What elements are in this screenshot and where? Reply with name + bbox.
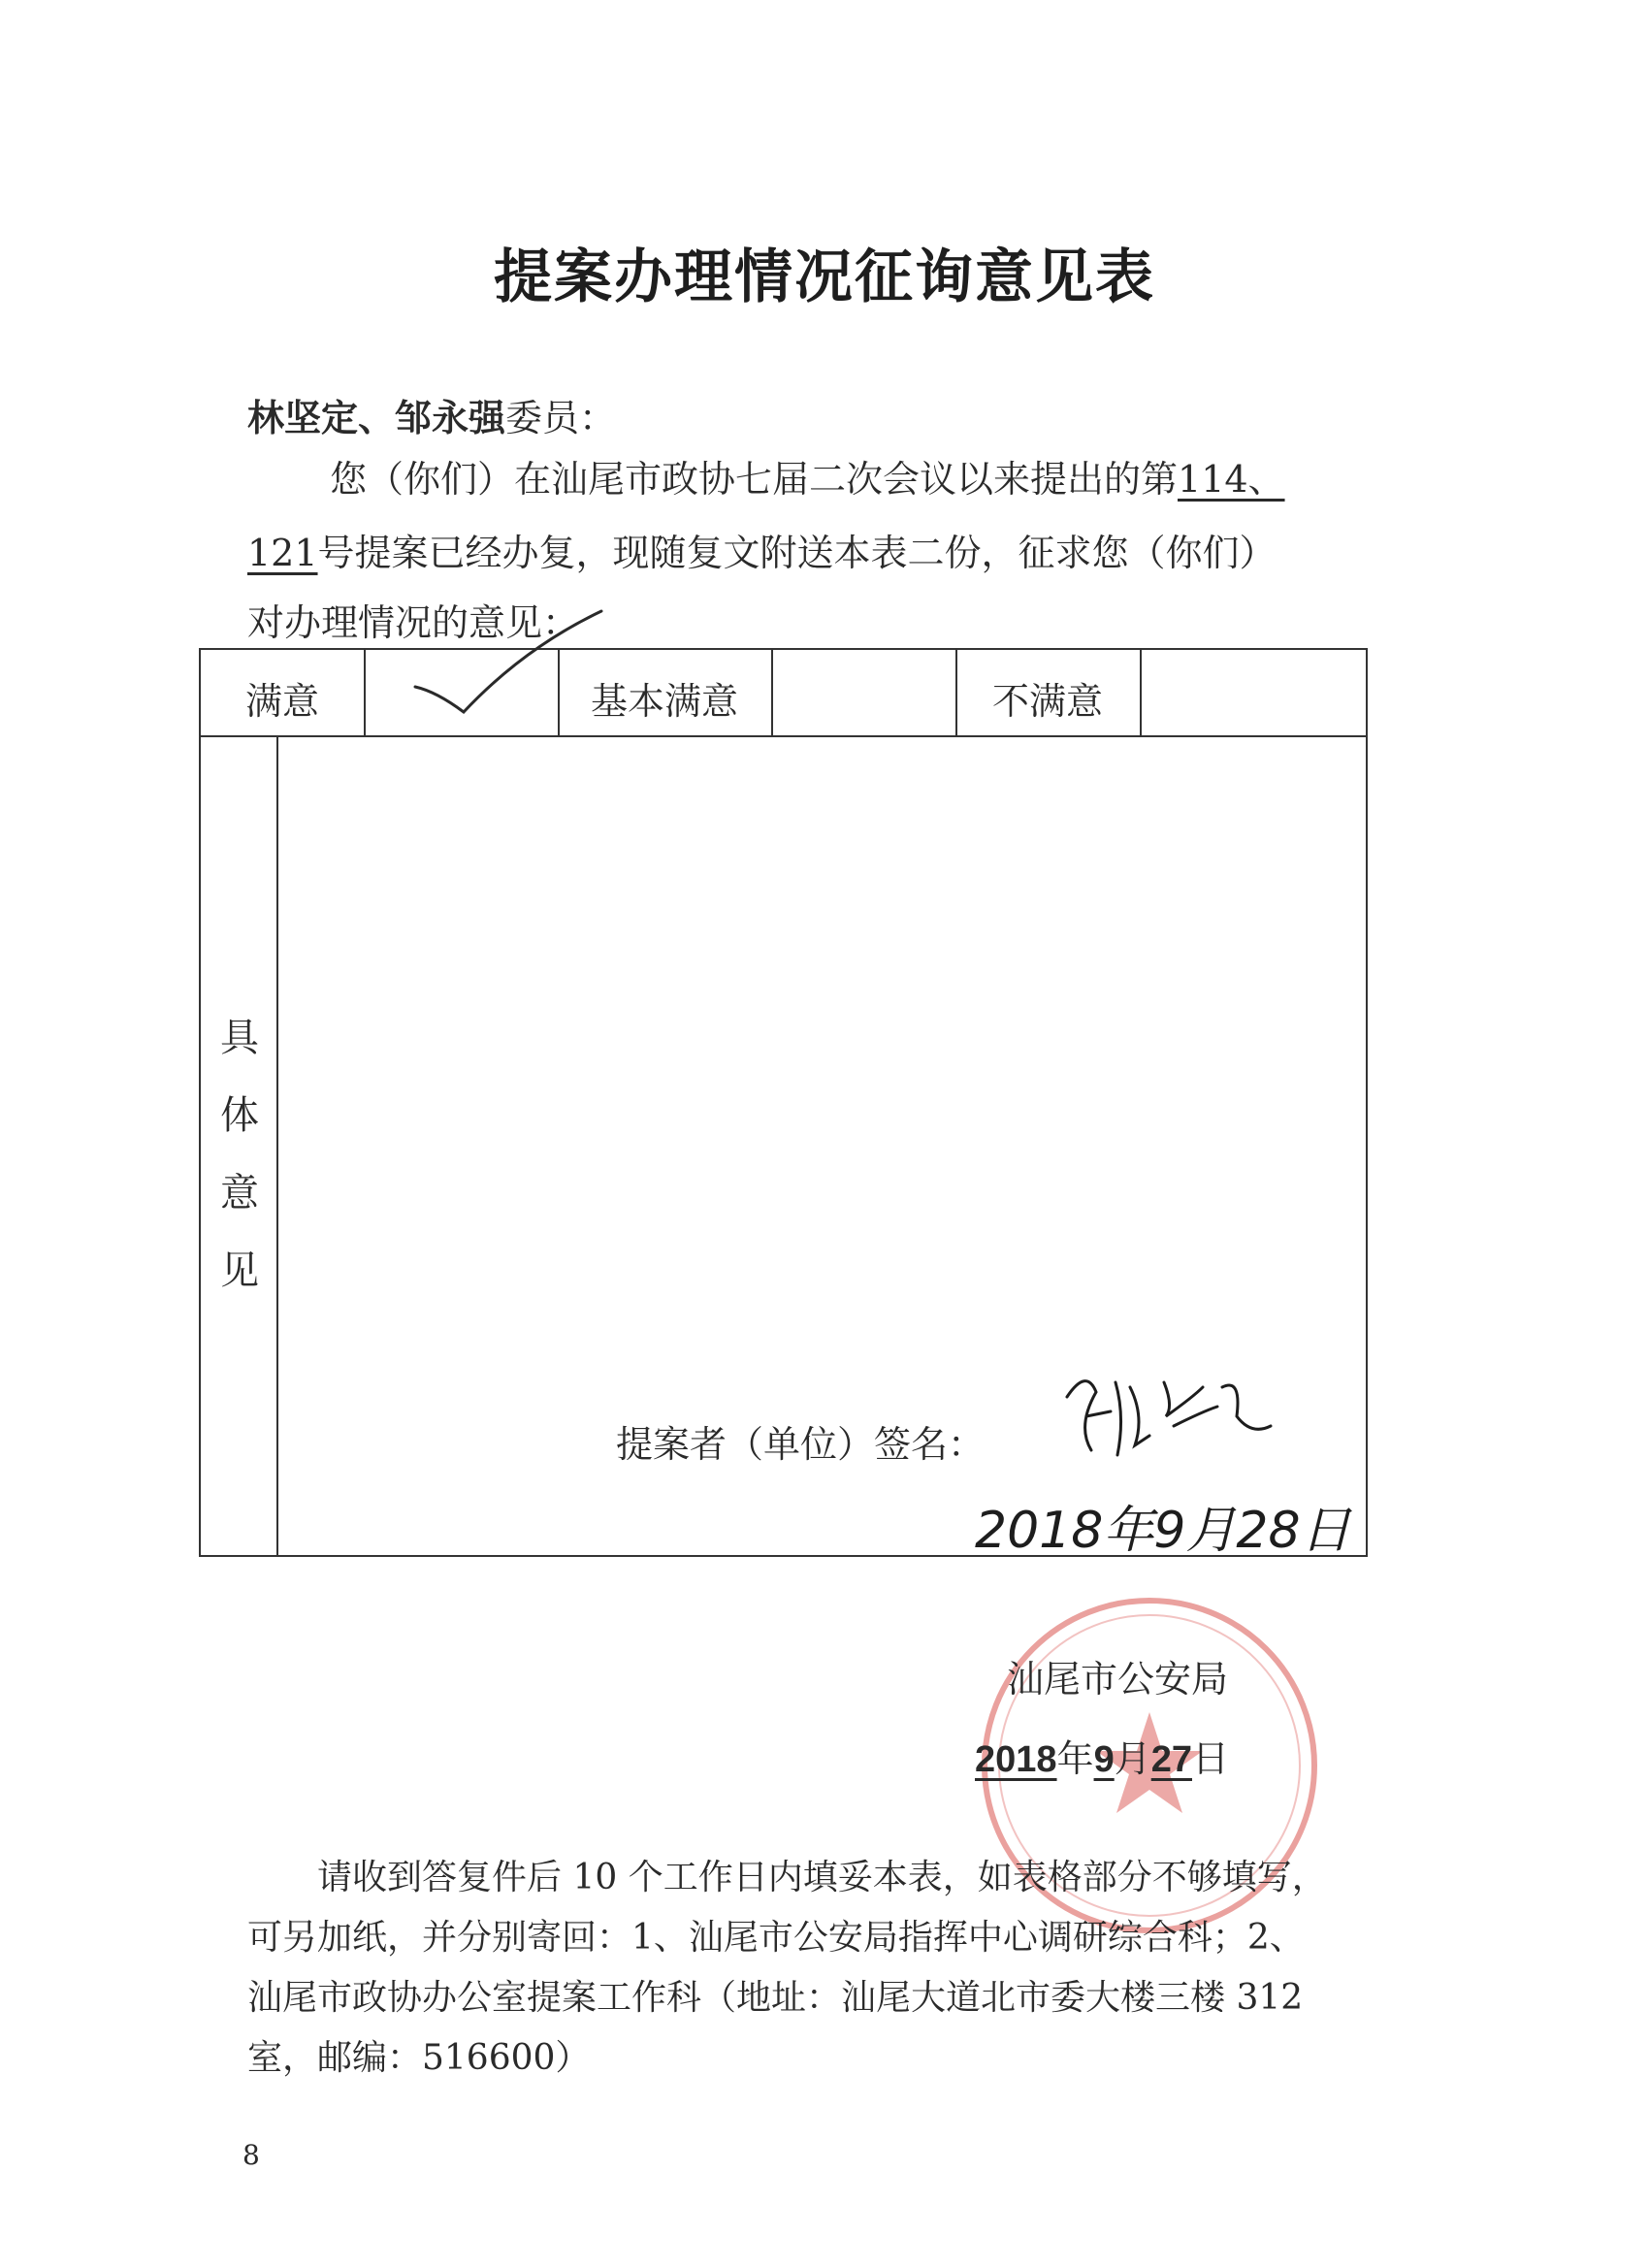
option-unsatisfied-label: 不满意 xyxy=(991,680,1103,723)
issue-day: 27 xyxy=(1150,1739,1192,1780)
check-mark-icon xyxy=(407,609,611,716)
body-line-1 xyxy=(330,452,1285,506)
signature-label: 提案者（单位）签名： xyxy=(616,1423,986,1466)
issue-day-unit: 日 xyxy=(1192,1737,1230,1780)
opinion-label-char: 意 xyxy=(220,1171,259,1215)
opinion-label xyxy=(210,999,269,1310)
body-line-3: 对办理情况的意见： xyxy=(247,601,580,644)
body-line-2 xyxy=(247,526,1277,580)
issuing-organization: 汕尾市公安局 xyxy=(1007,1658,1229,1701)
addressee xyxy=(247,388,616,441)
body-line-2-text: 号提案已经办复，现随复文附送本表二份，征求您（你们） xyxy=(317,532,1277,574)
addressee-suffix: 委员： xyxy=(505,397,617,439)
note-line: 室，邮编：516600） xyxy=(247,2038,591,2078)
option-basic-satisfied-label: 基本满意 xyxy=(590,680,738,723)
opinion-label-char: 见 xyxy=(220,1248,259,1293)
opinion-label-char: 体 xyxy=(220,1093,259,1138)
instructions-note xyxy=(247,1848,1343,2089)
body-line-1-text: 您（你们）在汕尾市政协七届二次会议以来提出的第 xyxy=(330,458,1179,501)
option-basic-satisfied-checkbox[interactable] xyxy=(771,671,955,729)
note-line: 请收到答复件后 10 个工作日内填妥本表，如表格部分不够填写， xyxy=(317,1858,1327,1897)
handwritten-signature xyxy=(1057,1358,1280,1474)
handwritten-date: 2018年9月28日 xyxy=(975,1502,1351,1560)
note-line: 汕尾市政协办公室提案工作科（地址：汕尾大道北市委大楼三楼 312 xyxy=(247,1978,1304,2018)
issue-month: 9 xyxy=(1093,1739,1115,1780)
note-line: 可另加纸，并分别寄回：1、汕尾市公安局指挥中心调研综合科；2、 xyxy=(247,1918,1305,1958)
table-row-divider xyxy=(201,735,1366,737)
opinion-label-char: 具 xyxy=(220,1016,259,1060)
issue-date xyxy=(975,1729,1229,1782)
addressee-names: 林坚定、邹永强 xyxy=(247,396,506,439)
issue-year-unit: 年 xyxy=(1056,1737,1094,1780)
issue-month-unit: 月 xyxy=(1114,1737,1151,1780)
option-unsatisfied-checkbox[interactable] xyxy=(1140,671,1363,729)
page-number: 8 xyxy=(242,2139,260,2171)
table-col-divider xyxy=(276,735,278,1555)
issue-year: 2018 xyxy=(975,1739,1057,1780)
proposal-number-2: 121 xyxy=(247,532,318,574)
proposal-number-1: 114、 xyxy=(1178,458,1285,501)
option-satisfied-label: 满意 xyxy=(244,680,319,723)
document-title: 提案办理情况征询意见表 xyxy=(494,243,1155,311)
